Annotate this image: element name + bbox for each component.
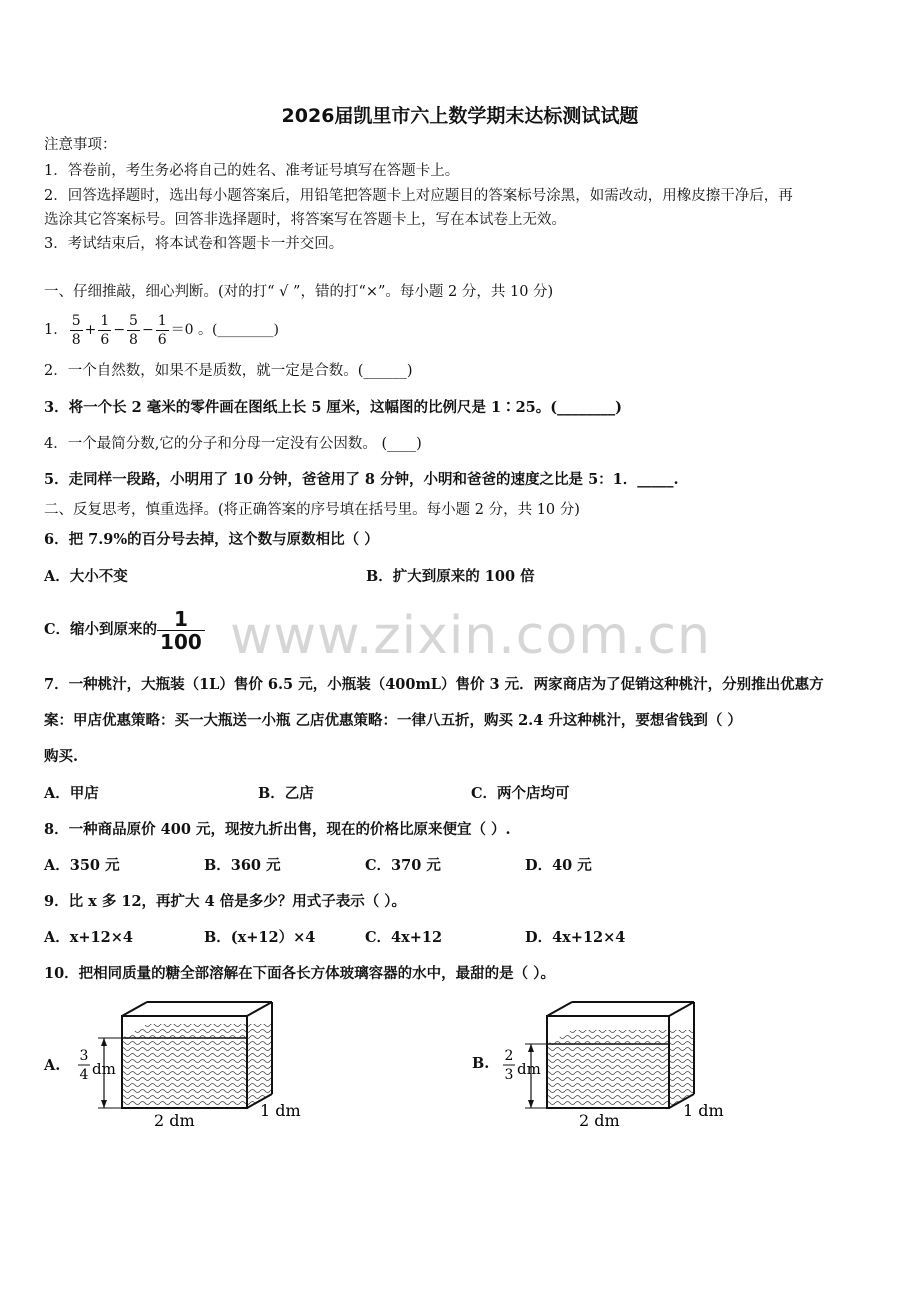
question-7-line-2: 案：甲店优惠策略：买一大瓶送一小瓶 乙店优惠策略：一律八五折，购买 2.4 升这种桃汁，要想省钱到（ ） [44,712,742,729]
height-denominator: 4 [79,1067,89,1083]
question-10-option-b-label: B. [472,1055,490,1072]
fraction-1-100: 1 100 [157,608,205,653]
question-9-option-c: C．4x+12 [365,929,443,946]
question-6: 6．把 7.9%的百分号去掉，这个数与原数相比（ ） [44,531,379,548]
notice-line-2a: 2．回答选择题时，选出每小题答案后，用铅笔把答题卡上对应题目的答案标号涂黑，如需改动，用橡皮擦干净后，再 [44,188,793,204]
question-9-option-b: B．(x+12）×4 [204,929,316,946]
question-1-number: 1． [44,322,68,338]
question-6-option-c [44,606,205,654]
notice-line-2b: 选涂其它答案标号。回答非选择题时，将答案写在答题卡上，写在本试卷上无效。 [44,212,566,228]
question-1 [44,308,279,352]
question-8-option-b: B．360 元 [204,857,281,874]
height-unit: dm [517,1060,541,1078]
question-4: 4．一个最简分数,它的分子和分母一定没有公因数。 (____) [44,436,422,452]
question-8-option-a: A．350 元 [44,857,120,874]
height-numerator: 3 [79,1048,89,1064]
notice-heading: 注意事项： [44,137,117,153]
water-top [122,1024,272,1038]
question-9: 9．比 x 多 12，再扩大 4 倍是多少？用式子表示（ ）。 [44,893,407,910]
question-7-option-b: B．乙店 [258,785,314,802]
fraction-5-8: $\frac{5}{8}$ [71,312,81,348]
notice-line-3: 3．考试结束后，将本试卷和答题卡一并交回。 [44,236,344,252]
question-8-option-d: D．40 元 [525,857,592,874]
section-1-header: 一、仔细推敲，细心判断。(对的打“ √ ”，错的打“×”。每小题 2 分，共 10 分) [44,284,554,300]
container-b-diagram [495,998,745,1133]
question-9-option-a: A．x+12×4 [44,929,133,946]
question-5: 5．走同样一段路，小明用了 10 分钟，爸爸用了 8 分钟，小明和爸爸的速度之比是 5：1．_____. [44,471,679,488]
fraction-1-6-b: $\frac{1}{6}$ [157,312,167,348]
container-a-diagram [70,998,320,1133]
length-label: 2 dm [579,1111,620,1130]
question-10: 10．把相同质量的糖全部溶解在下面各长方体玻璃容器的水中，最甜的是（ ）。 [44,965,555,982]
width-label: 1 dm [260,1101,301,1120]
question-6-option-a: A．大小不变 [44,568,128,585]
height-unit: dm [92,1060,116,1078]
height-denominator: 3 [504,1067,514,1083]
question-3: 3．将一个长 2 毫米的零件画在图纸上长 5 厘米，这幅图的比例尺是 1∶25。(________) [44,399,622,416]
height-numerator: 2 [504,1048,514,1064]
question-8: 8．一种商品原价 400 元，现按九折出售，现在的价格比原来便宜（ ）. [44,821,511,838]
question-8-option-c: C．370 元 [365,857,441,874]
water-front [122,1038,247,1108]
question-7-line-3: 购买. [44,748,79,765]
question-7-option-c: C．两个店均可 [471,785,570,802]
length-label: 2 dm [154,1111,195,1130]
notice-line-1: 1．答卷前，考生务必将自己的姓名、准考证号填写在答题卡上。 [44,163,460,179]
question-7-line-1: 7．一种桃汁，大瓶装（1L）售价 6.5 元，小瓶装（400mL）售价 3 元．两家商店为了促销这种桃汁，分别推出优惠方 [44,676,824,693]
section-2-header: 二、反复思考，慎重选择。(将正确答案的序号填在括号里。每小题 2 分，共 10 分) [44,502,580,518]
question-9-option-d: D．4x+12×4 [525,929,626,946]
question-2: 2．一个自然数，如果不是质数，就一定是合数。(______) [44,363,413,379]
question-6-option-b: B．扩大到原来的 100 倍 [366,568,535,585]
page-title: 2026届凯里市六上数学期末达标测试试题 [281,105,639,127]
watermark: www.zixin.com.cn [230,606,711,666]
water-top [547,1030,694,1044]
plus-sign: + [84,322,97,338]
width-label: 1 dm [683,1101,724,1120]
option-c-text: C．缩小到原来的 [44,621,158,638]
water-front [547,1044,669,1108]
minus-sign-b: − [141,322,154,338]
minus-sign: − [113,322,126,338]
fraction-1-6: $\frac{1}{6}$ [100,312,110,348]
fraction-5-8-b: $\frac{5}{8}$ [129,312,138,348]
question-1-answer-blank: ＝0 。(________) [170,322,279,338]
question-7-option-a: A．甲店 [44,785,99,802]
question-10-option-a-label: A. [44,1057,61,1074]
